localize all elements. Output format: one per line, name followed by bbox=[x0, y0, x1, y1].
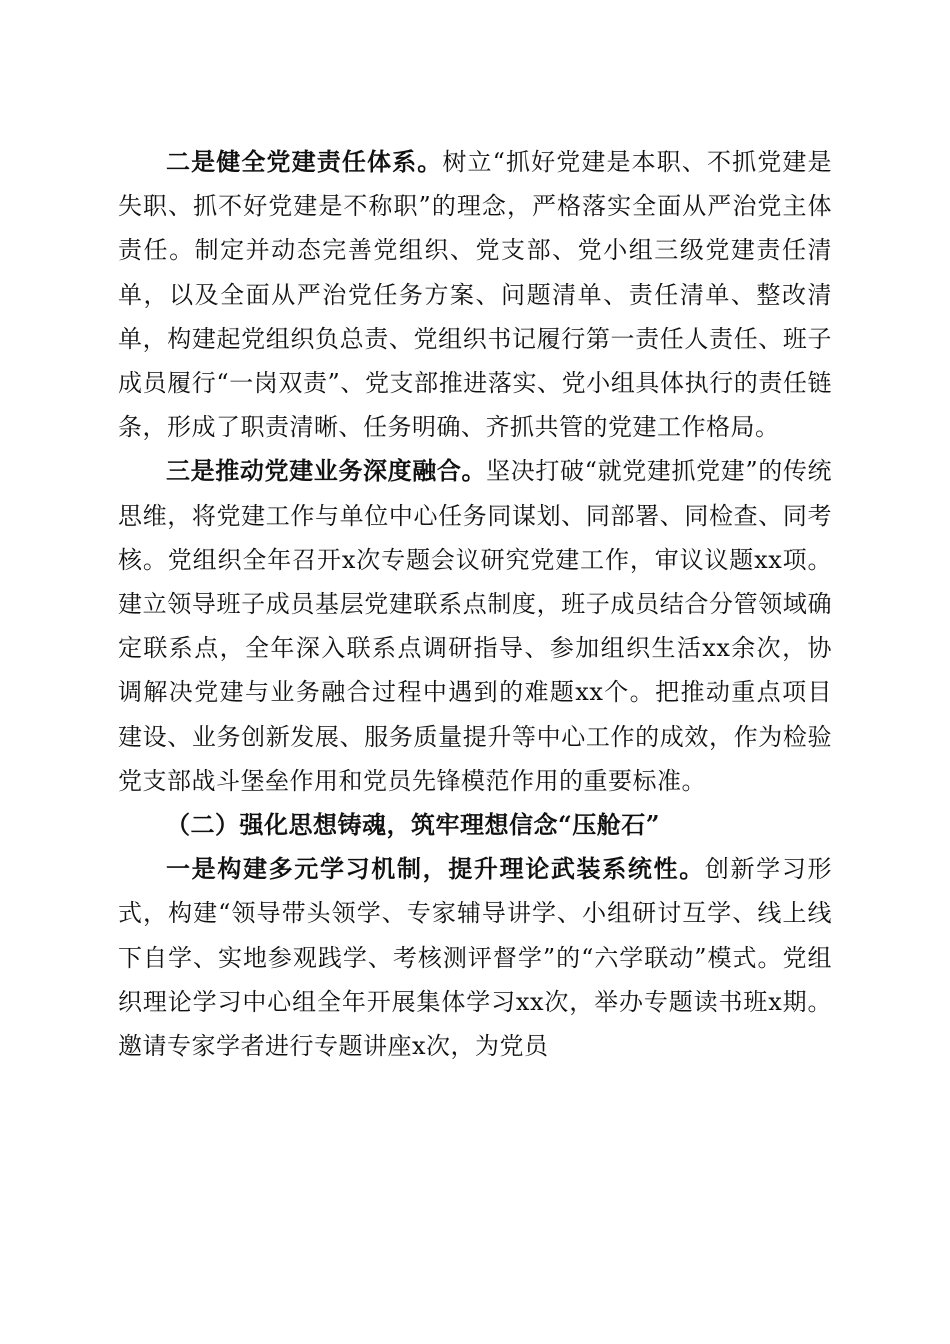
paragraph-lead: 一是构建多元学习机制，提升理论武装系统性。 bbox=[166, 854, 705, 884]
paragraph-business-integration bbox=[118, 449, 832, 803]
paragraph-party-responsibility bbox=[118, 140, 832, 449]
section-heading: （二）强化思想铸魂，筑牢理想信念“压舱石” bbox=[166, 810, 661, 840]
document-body bbox=[118, 140, 832, 1068]
paragraph-text: 树立“抓好党建是本职、不抓党建是失职、抓不好党建是不称职”的理念，严格落实全面从严治党主体责任。制定并动态完善党组织、党支部、党小组三级党建责任清单，以及全面从严治党任务方案、问题清单、责任清单、整改清单，构建起党组织负总责、党组织书记履行第一责任人责任、班子成员履行“一岗双责”、党支部推进落实、党小组具体执行的责任链条，形成了职责清晰、任务明确、齐抓共管的党建工作格局。 bbox=[118, 148, 833, 442]
paragraph-lead: 三是推动党建业务深度融合。 bbox=[166, 456, 487, 486]
paragraph-lead: 二是健全党建责任体系。 bbox=[166, 147, 443, 176]
paragraph-text: 坚决打破“就党建抓党建”的传统思维，将党建工作与单位中心任务同谋划、同部署、同检查、同考核。党组织全年召开x次专题会议研究党建工作，审议议题xx项。建立领导班子成员基层党建联系点制度，班子成员结合分管领域确定联系点，全年深入联系点调研指导、参加组织生活xx余次，协调解决党建与业务融合过程中遇到的难题xx个。把推动重点项目建设、业务创新发展、服务质量提升等中心工作的成效，作为检验党支部战斗堡垒作用和党员先锋模范作用的重要标准。 bbox=[118, 457, 833, 795]
paragraph-text: 创新学习形式，构建“领导带头领学、专家辅导讲学、小组研讨互学、线上线下自学、实地参观践学、考核测评督学”的“六学联动”模式。党组织理论学习中心组全年开展集体学习xx次，举办专题读书班x期。邀请专家学者进行专题讲座x次，为党员 bbox=[118, 855, 832, 1061]
paragraph-learning-mechanism bbox=[118, 847, 832, 1068]
